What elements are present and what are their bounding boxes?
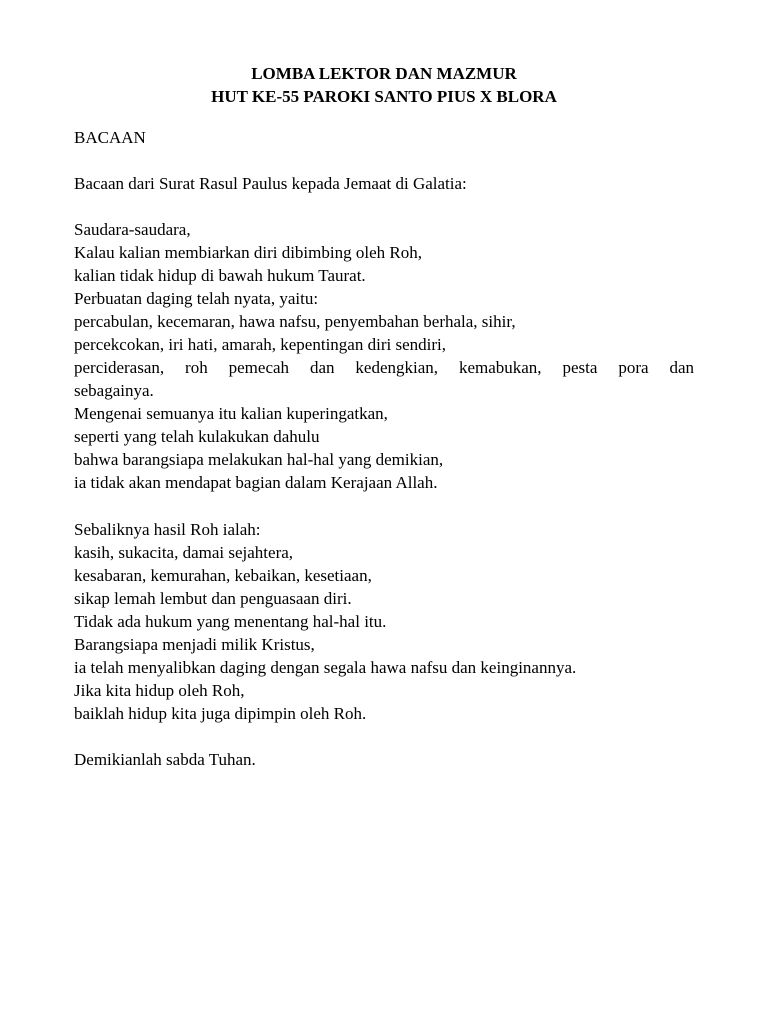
text-line: ia tidak akan mendapat bagian dalam Kerajaan Allah. (74, 473, 438, 492)
section-label: BACAAN (74, 128, 146, 147)
text-line: Sebaliknya hasil Roh ialah: (74, 520, 261, 539)
text-line: ia telah menyalibkan daging dengan segala hawa nafsu dan keinginannya. (74, 658, 577, 677)
document-page (74, 62, 694, 769)
text-line: perciderasan, roh pemecah dan kedengkian, kemabukan, pesta pora dan (74, 358, 694, 377)
text-line: sebagainya. (74, 381, 154, 400)
text-line: Kalau kalian membiarkan diri dibimbing oleh Roh, (74, 243, 422, 262)
document-title (74, 62, 694, 108)
text-line: Mengenai semuanya itu kalian kuperingatkan, (74, 404, 388, 423)
text-line: Jika kita hidup oleh Roh, (74, 681, 245, 700)
text-line: percabulan, kecemaran, hawa nafsu, penyembahan berhala, sihir, (74, 312, 516, 331)
text-line: Perbuatan daging telah nyata, yaitu: (74, 289, 319, 308)
text-line: percekcokan, iri hati, amarah, kepentingan diri sendiri, (74, 335, 446, 354)
title-line-2: HUT KE-55 PAROKI SANTO PIUS X BLORA (211, 87, 557, 106)
text-line: Barangsiapa menjadi milik Kristus, (74, 635, 315, 654)
text-line: kesabaran, kemurahan, kebaikan, kesetiaan, (74, 566, 372, 585)
reading-stanza-2 (74, 518, 694, 725)
reading-stanza-1 (74, 218, 694, 494)
text-line: Saudara-saudara, (74, 220, 191, 239)
text-line: kasih, sukacita, damai sejahtera, (74, 543, 294, 562)
reading-closing: Demikianlah sabda Tuhan. (74, 750, 256, 769)
text-line: kalian tidak hidup di bawah hukum Taurat. (74, 266, 366, 285)
text-line: bahwa barangsiapa melakukan hal-hal yang demikian, (74, 450, 444, 469)
text-line: sikap lemah lembut dan penguasaan diri. (74, 589, 352, 608)
text-line: seperti yang telah kulakukan dahulu (74, 427, 320, 446)
reading-intro: Bacaan dari Surat Rasul Paulus kepada Jemaat di Galatia: (74, 174, 467, 193)
text-line: baiklah hidup kita juga dipimpin oleh Roh. (74, 704, 367, 723)
title-line-1: LOMBA LEKTOR DAN MAZMUR (251, 64, 517, 83)
text-line: Tidak ada hukum yang menentang hal-hal itu. (74, 612, 387, 631)
